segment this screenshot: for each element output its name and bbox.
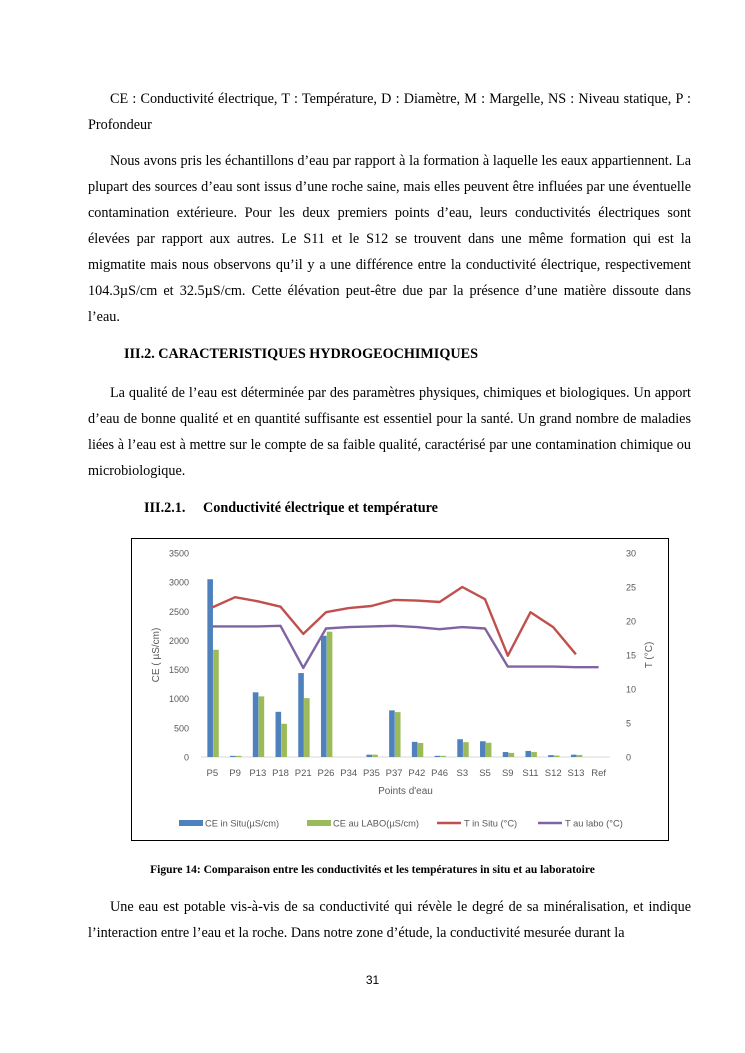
subsection-number: III.2.1. — [144, 500, 186, 516]
legend-label: T in Situ (°C) — [464, 818, 518, 829]
paragraph-sampling: Nous avons pris les échantillons d’eau par rapport à la formation à laquelle les eaux appartiennent. La plupart des sources d’eau sont issus d’une roche saine, mais elles peuvent être influées par une éventuelle contamination extérieure. Pour les deux premiers points d’eau, leurs conductivités électriques sont élevées par rapport aux autres. Le S11 et le S12 se trouvent dans une même formation qui est la migmatite mais nous observons qu’il y a une différence entre la conductivité électrique, respectivement 104.3µS/cm et 32.5µS/cm. Cette élévation peut-être due par la présence d’une matière dissoute dans l’eau. — [88, 153, 691, 325]
bar-ce-labo — [327, 632, 333, 757]
x-tick-label: P35 — [362, 768, 380, 779]
figure-caption: Figure 14: Comparaison entre les conductivités et les températures in situ et au laboratoire — [150, 864, 595, 876]
subsection-title: Conductivité électrique et température — [203, 500, 438, 516]
bar-ce-labo — [236, 756, 242, 757]
paragraph-conductivity: Une eau est potable vis-à-vis de sa conductivité qui révèle le degré de sa minéralisation, et indique l’interaction entre l’eau et la roche. Dans notre zone d’étude, la conductivité mesurée durant la — [88, 899, 691, 941]
y-tick-label: 2500 — [168, 606, 189, 617]
legend-label: CE au LABO(µS/cm) — [333, 818, 419, 829]
bar-ce-labo — [418, 743, 424, 757]
subsection-heading — [144, 500, 438, 517]
y2-tick-label: 15 — [626, 650, 637, 661]
bar-ce-labo — [577, 755, 583, 757]
y-tick-label: 3000 — [168, 577, 189, 588]
legend-label: CE in Situ(µS/cm) — [205, 818, 280, 829]
x-tick-label: P21 — [294, 768, 312, 779]
bar-ce-labo — [395, 712, 401, 757]
x-tick-label: S13 — [567, 768, 585, 779]
page-number: 31 — [365, 973, 380, 987]
x-tick-label: P34 — [340, 768, 358, 779]
y2-tick-label: 25 — [626, 582, 637, 593]
bar-ce-in-situ — [480, 741, 486, 757]
bar-ce-in-situ — [435, 756, 441, 757]
legend-label: T au labo (°C) — [565, 818, 623, 829]
figure-chart — [131, 538, 669, 841]
x-tick-label: P46 — [431, 768, 449, 779]
x-tick-label: Ref — [591, 768, 607, 779]
y-tick-label: 1500 — [168, 665, 189, 676]
x-tick-label: P42 — [408, 768, 426, 779]
y-tick-label: 3500 — [168, 548, 189, 559]
bar-ce-in-situ — [207, 579, 213, 757]
x-tick-label: P5 — [206, 768, 219, 779]
bar-ce-in-situ — [298, 673, 304, 757]
x-tick-label: S3 — [456, 768, 469, 779]
y2-tick-label: 30 — [626, 548, 637, 559]
y2-tick-label: 20 — [626, 616, 637, 627]
section-heading: III.2. CARACTERISTIQUES HYDROGEOCHIMIQUES — [124, 346, 478, 362]
y-tick-label: 2000 — [168, 635, 189, 646]
y2-tick-label: 0 — [626, 752, 632, 763]
bar-ce-labo — [440, 756, 446, 757]
bar-ce-labo — [554, 756, 560, 757]
y2-tick-label: 10 — [626, 684, 637, 695]
bar-ce-in-situ — [503, 752, 509, 757]
bar-ce-in-situ — [253, 692, 259, 757]
x-tick-label: P9 — [229, 768, 241, 779]
x-tick-label: S11 — [522, 768, 539, 779]
abbreviation-legend: CE : Conductivité électrique, T : Température, D : Diamètre, M : Margelle, NS : Niveau statique, P : Profondeur — [88, 91, 691, 133]
y2-tick-label: 5 — [626, 718, 632, 729]
paragraph-water-quality: La qualité de l’eau est déterminée par des paramètres physiques, chimiques et biologiques. Un apport d’eau de bonne qualité et en quantité suffisante est essentiel pour la santé. Un grand nombre de maladies liées à l’eau est à mettre sur le compte de sa faible qualité, caractérisé par une contamination chimique ou microbiologique. — [88, 385, 691, 479]
bar-ce-labo — [259, 696, 265, 757]
y-tick-label: 0 — [183, 752, 189, 763]
line-t-in-situ — [212, 587, 576, 656]
x-tick-label: P37 — [385, 768, 403, 779]
y2-axis-label: T (°C) — [644, 641, 655, 669]
bar-ce-in-situ — [457, 739, 463, 757]
x-tick-label: P26 — [317, 768, 335, 779]
bar-ce-in-situ — [525, 751, 531, 757]
x-tick-label: S12 — [544, 768, 562, 779]
bar-ce-labo — [509, 753, 515, 757]
bar-ce-labo — [372, 755, 378, 757]
x-tick-label: P18 — [272, 768, 289, 779]
line-t-labo — [212, 626, 598, 668]
bar-ce-in-situ — [548, 755, 554, 757]
bar-ce-labo — [463, 742, 469, 757]
legend-swatch — [307, 820, 331, 826]
y-tick-label: 500 — [173, 723, 189, 734]
bar-ce-in-situ — [389, 710, 395, 757]
bar-ce-labo — [281, 724, 287, 757]
bar-ce-labo — [213, 650, 219, 757]
bar-ce-in-situ — [230, 756, 236, 757]
conductivity-temperature-chart — [132, 539, 670, 842]
bar-ce-in-situ — [412, 742, 418, 757]
bar-ce-in-situ — [321, 636, 327, 757]
x-axis-label: Points d'eau — [378, 786, 433, 797]
bar-ce-labo — [531, 752, 537, 757]
y-axis-label: CE ( µS/cm) — [151, 627, 162, 683]
legend-swatch — [179, 820, 203, 826]
x-tick-label: S9 — [501, 768, 514, 779]
bar-ce-in-situ — [276, 712, 282, 757]
bar-ce-labo — [304, 698, 310, 757]
bar-ce-labo — [486, 743, 492, 757]
y-tick-label: 1000 — [168, 694, 189, 705]
x-tick-label: S5 — [479, 768, 491, 779]
bar-ce-in-situ — [366, 755, 372, 757]
bar-ce-in-situ — [571, 755, 577, 757]
x-tick-label: P13 — [249, 768, 267, 779]
